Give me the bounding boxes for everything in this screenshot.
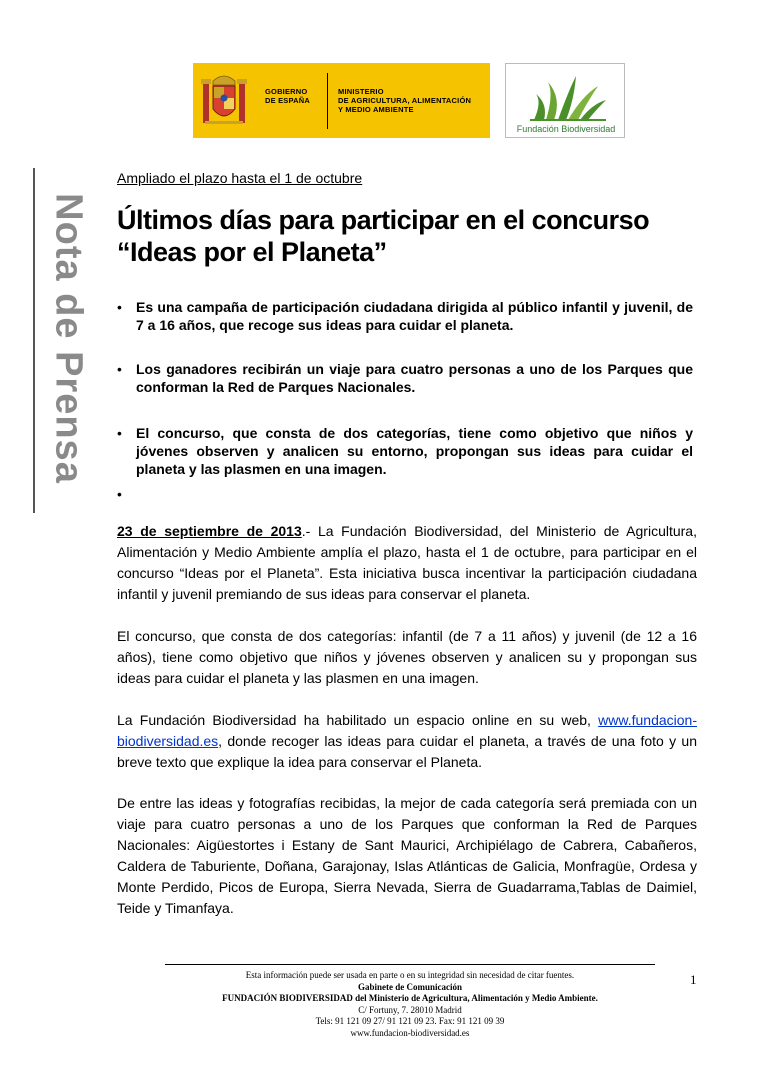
footer-disclaimer: Esta información puede ser usada en parte o en su integridad sin necesidad de citar fuentes. <box>245 970 575 980</box>
ministry-line-1: MINISTERIO <box>338 87 384 96</box>
footer <box>165 970 655 1039</box>
government-logo <box>193 63 490 138</box>
bullet-dot: • <box>117 486 122 502</box>
bullet-dot: • <box>117 361 122 377</box>
government-name <box>265 87 327 105</box>
gov-line-1: GOBIERNO <box>265 87 308 96</box>
website-link[interactable]: www.fundacion-biodiversidad.es <box>117 712 697 749</box>
grass-icon <box>528 72 608 122</box>
footer-website: www.fundacion-biodiversidad.es <box>350 1027 470 1038</box>
page-number: 1 <box>690 972 697 987</box>
kicker: Ampliado el plazo hasta el 1 de octubre <box>117 170 363 186</box>
foundation-logo <box>505 63 625 138</box>
page-title <box>117 204 677 268</box>
bullet-dot: • <box>117 425 122 441</box>
release-date: 23 de septiembre de 2013 <box>117 523 302 539</box>
title-line-2: “Ideas por el Planeta” <box>117 237 387 267</box>
foundation-name: Fundación Biodiversidad <box>516 124 616 134</box>
logo-divider <box>327 73 328 129</box>
bullet-dot: • <box>117 299 122 315</box>
bullet-text: El concurso, que consta de dos categorías, tiene como objetivo que niños y jóvenes observen y analicen su entorno, propongan sus ideas para cuidar el planeta y las plasmen en una imagen. <box>136 425 693 477</box>
bullet-text: Es una campaña de participación ciudadana dirigida al público infantil y juvenil, de 7 a 16 años, que recoge sus ideas para cuidar el planeta. <box>136 299 693 333</box>
footer-divider <box>165 964 655 965</box>
paragraph-text: De entre las ideas y fotografías recibidas, la mejor de cada categoría será premiada con un viaje para cuatro personas a uno de los Parques que conforman la Red de Parques Nacionales: Aigüestortes i Estany de Sant Maurici, Archipiélago de Cabrera, Cabañeros, Caldera de Taburiente, Doñana, Garajonay, Islas Atlánticas de Galicia, Monfragüe, Ordesa y Monte Perdido, Picos de Europa, Sierra Nevada, Sierra de Guadarrama,Tablas de Daimiel, Teide y Timanfaya. <box>117 795 697 916</box>
footer-department: Gabinete de Comunicación <box>357 981 462 992</box>
footer-organization: FUNDACIÓN BIODIVERSIDAD del Ministerio de Agricultura, Alimentación y Medio Ambiente. <box>222 993 598 1003</box>
paragraph-text: , donde recoger las ideas para cuidar el planeta, a través de una foto y un breve texto que explique la idea para conservar el Planeta. <box>117 733 697 770</box>
paragraph-text: .- La Fundación Biodiversidad, del Ministerio de Agricultura, Alimentación y Medio Ambiente amplía el plazo, hasta el 1 de octubre, para participar en el concurso “Ideas por el Planeta”. Esta iniciativa busca incentivar la participación ciudadana infantil y juvenil premiando de sus ideas para conservar el planeta. <box>117 523 697 602</box>
body-paragraph-2 <box>117 626 697 689</box>
bullet-item <box>117 360 693 396</box>
coat-of-arms-icon <box>193 69 255 132</box>
bullet-text: Los ganadores recibirán un viaje para cuatro personas a uno de los Parques que conforman la Red de Parques Nacionales. <box>136 361 693 395</box>
footer-phones: Tels: 91 121 09 27/ 91 121 09 23. Fax: 91 121 09 39 <box>315 1016 505 1026</box>
body-paragraph-3 <box>117 710 697 773</box>
paragraph-text: La Fundación Biodiversidad ha habilitado un espacio online en su web, <box>117 712 599 728</box>
gov-line-2: DE ESPAÑA <box>265 96 311 105</box>
ministry-line-3: Y MEDIO AMBIENTE <box>338 105 414 114</box>
ministry-line-2: DE AGRICULTURA, ALIMENTACIÓN <box>338 96 472 105</box>
bullet-item <box>117 424 693 478</box>
paragraph-text: El concurso, que consta de dos categorías: infantil (de 7 a 11 años) y juvenil (de 12 a 16 años), tiene como objetivo que niños y jóvenes observen y analicen su y propongan sus ideas para cuidar el planeta y las plasmen en una imagen. <box>117 628 697 686</box>
press-release-side-label <box>33 168 90 513</box>
body-paragraph-4 <box>117 793 697 919</box>
side-label-text: Nota de Prensa <box>47 193 90 484</box>
title-line-1: Últimos días para participar en el concurso <box>117 205 650 235</box>
body-paragraph-1 <box>117 521 697 605</box>
bullet-item <box>117 298 693 334</box>
footer-address: C/ Fortuny, 7. 28010 Madrid <box>358 1004 462 1015</box>
ministry-name <box>338 87 488 114</box>
